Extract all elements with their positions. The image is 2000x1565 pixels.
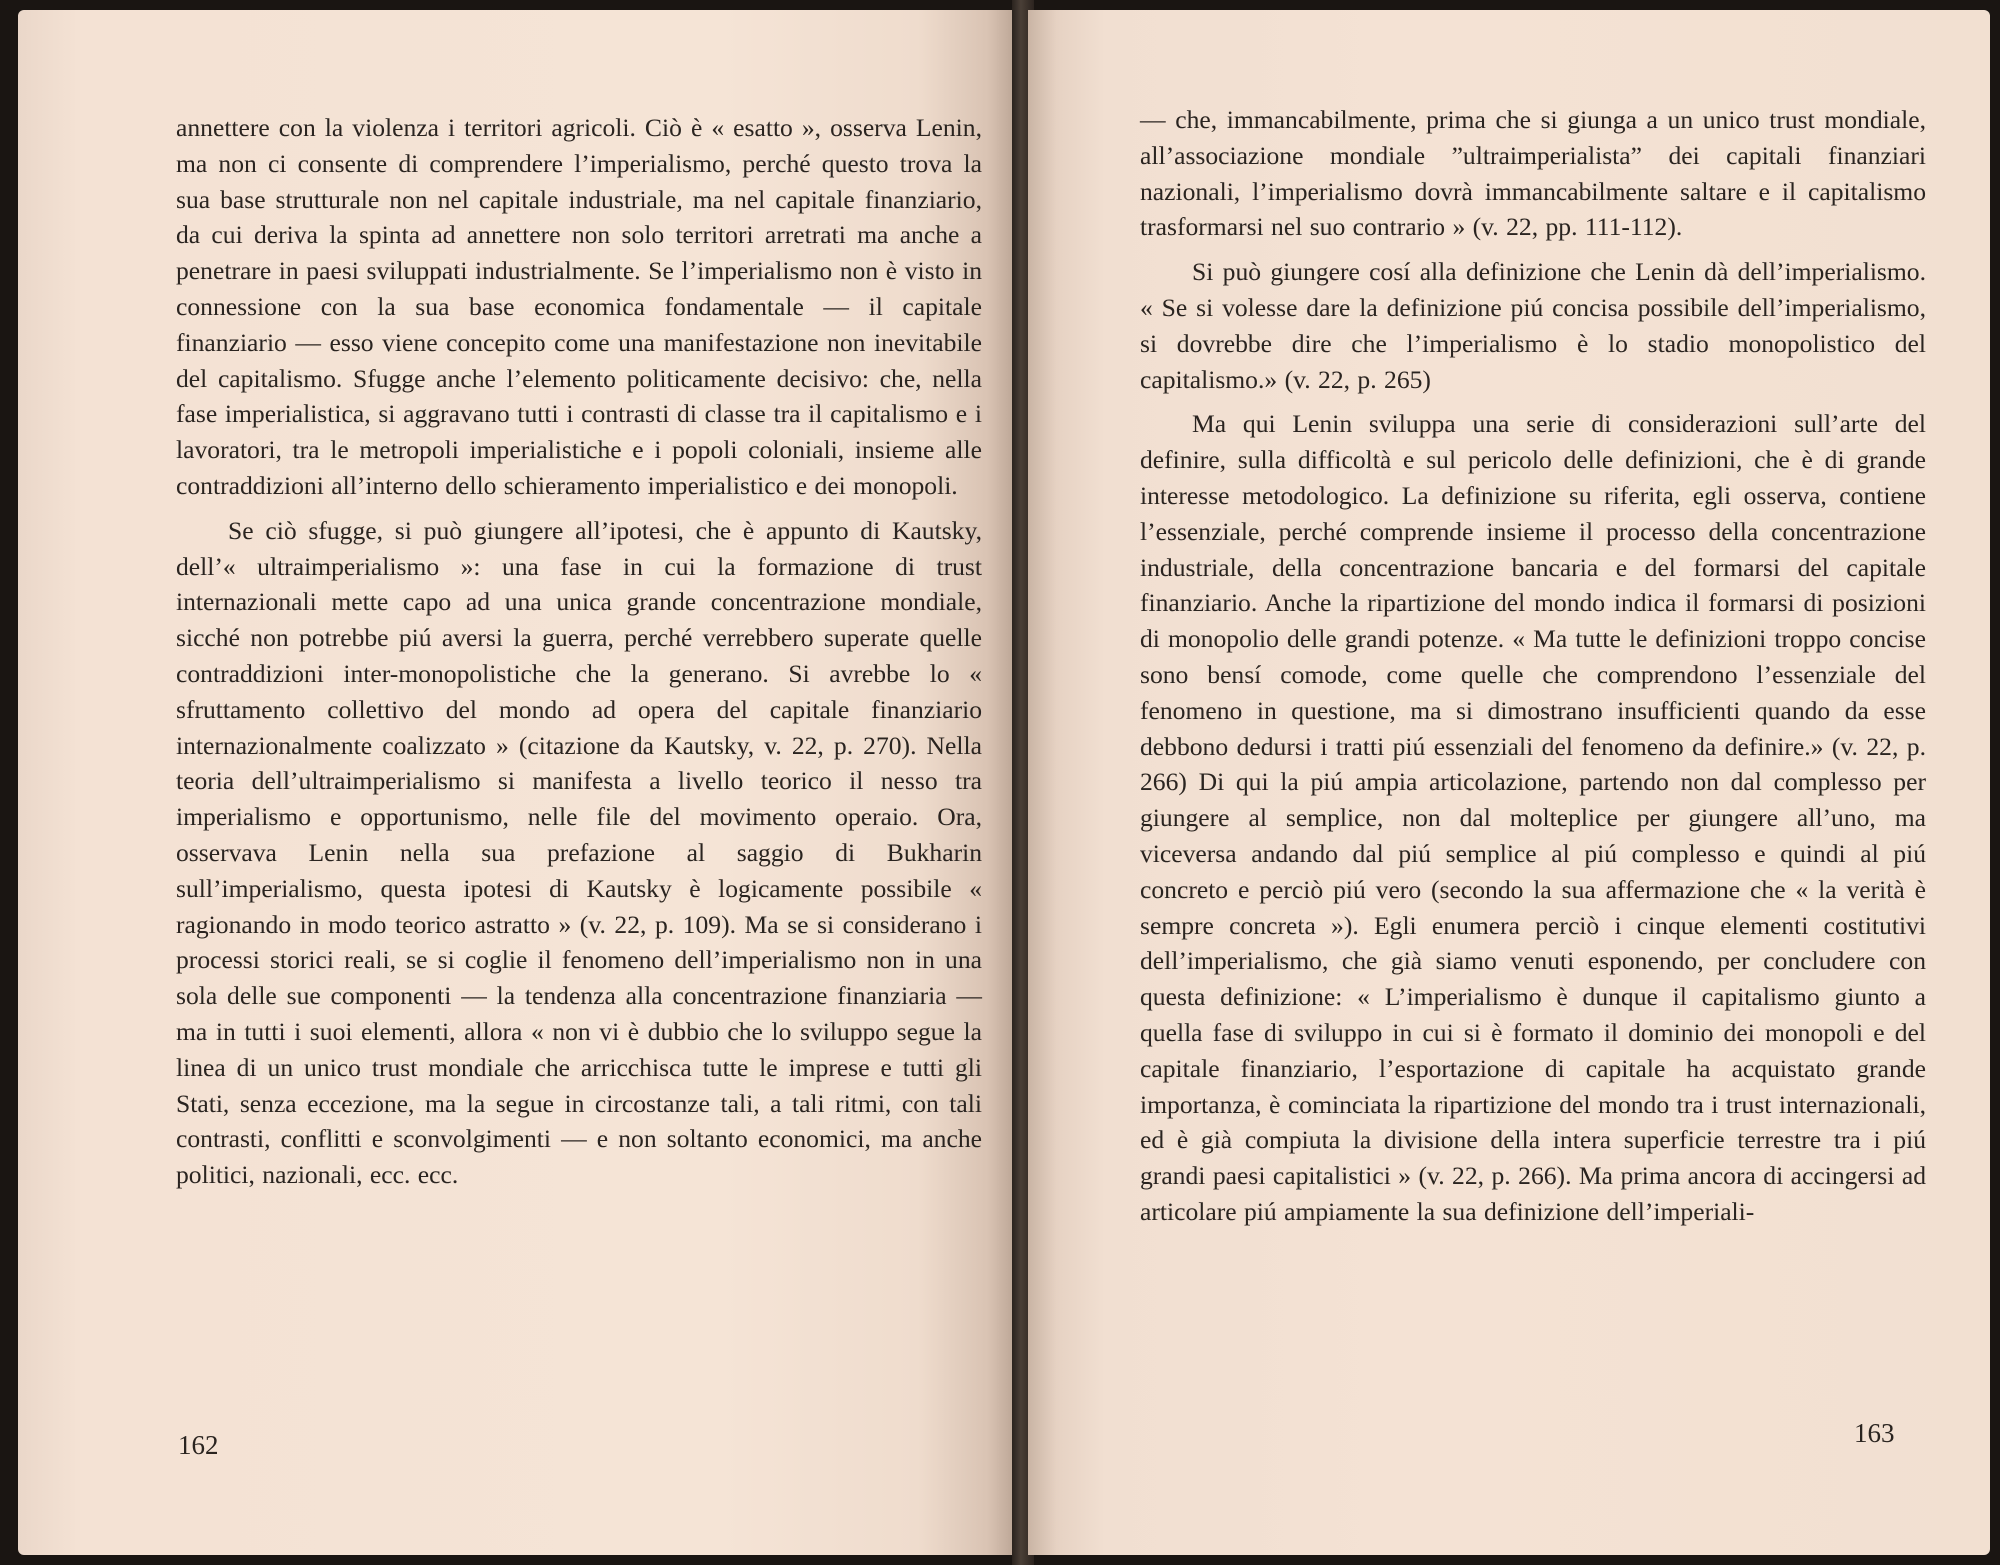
right-page (1028, 10, 1990, 1555)
left-page (18, 10, 1018, 1555)
paragraph: — che, immancabilmente, prima che si giunga a un unico trust mondiale, all’associazione mondiale ”ultraimperialista” dei capitali finanziari nazionali, l’imperialismo dovrà immancabilmente saltare e il capitalismo trasformarsi nel suo contrario » (v. 22, pp. 111-112). (1140, 105, 1926, 242)
page-number: 162 (178, 1430, 219, 1460)
left-page-text (176, 110, 982, 1193)
paragraph: annettere con la violenza i territori agricoli. Ciò è « esatto », osserva Lenin, ma non ci consente di comprendere l’imperialismo, perché questo trova la sua base strutturale non nel capitale industriale, ma nel capitale finanziario, da cui deriva la spinta ad annettere non solo territori arretrati ma anche a penetrare in paesi sviluppati industrialmente. Se l’imperialismo non è visto in connessione con la sua base economica fondamentale — il capitale finanziario — esso viene concepito come una manifestazione non inevitabile del capitalismo. Sfugge anche l’elemento politicamente decisivo: che, nella fase imperialistica, si aggravano tutti i contrasti di classe tra il capitalismo e i lavoratori, tra le metropoli imperialistiche e i popoli coloniali, insieme alle contraddizioni all’interno dello schieramento imperialistico e dei monopoli. (176, 113, 982, 500)
paragraph: Si può giungere cosí alla definizione che Lenin dà dell’imperialismo. « Se si volesse dare la definizione piú concisa possibile dell’imperialismo, si dovrebbe dire che l’imperialismo è lo stadio monopolistico del capitalismo.» (v. 22, p. 265) (1140, 257, 1926, 394)
page-number: 163 (1854, 1418, 1895, 1448)
paragraph: Ma qui Lenin sviluppa una serie di considerazioni sull’arte del definire, sulla difficoltà e sul pericolo delle definizioni, che è di grande interesse metodologico. La definizione su riferita, egli osserva, contiene l’essenziale, perché comprende insieme il processo della concentrazione industriale, della concentrazione bancaria e del formarsi del capitale finanziario. Anche la ripartizione del mondo indica il formarsi di posizioni di monopolio delle grandi potenze. « Ma tutte le definizioni troppo concise sono bensí comode, come quelle che comprendono l’essenziale del fenomeno in questione, ma si dimostrano insufficienti quando da esse debbono dedursi i tratti piú essenziali del fenomeno da definire.» (v. 22, p. 266) Di qui la piú ampia articolazione, partendo non dal complesso per giungere al semplice, non dal molteplice per giungere all’uno, ma viceversa andando dal piú semplice al piú complesso e quindi al piú concreto e perciò piú vero (secondo la sua affermazione che « la verità è sempre concreta »). Egli enumera perciò i cinque elementi costitutivi dell’imperialismo, che già siamo venuti esponendo, per concludere con questa definizione: « L’imperialismo è dunque il capitalismo giunto a quella fase di sviluppo in cui si è formato il dominio dei monopoli e del capitale finanziario, l’esportazione di capitale ha acquistato grande importanza, è cominciata la ripartizione del mondo tra i trust internazionali, ed è già compiuta la divisione della intera superficie terrestre tra i piú grandi paesi capitalistici » (v. 22, p. 266). Ma prima ancora di accingersi ad articolare piú ampiamente la sua definizione dell’imperiali- (1140, 409, 1926, 1226)
right-page-text (1140, 102, 1926, 1230)
paragraph: Se ciò sfugge, si può giungere all’ipotesi, che è appunto di Kautsky, dell’« ultraimperialismo »: una fase in cui la formazione di trust internazionali mette capo ad una unica grande concentrazione mondiale, sicché non potrebbe piú aversi la guerra, perché verrebbero superate quelle contraddizioni inter-monopolistiche che la generano. Si avrebbe lo « sfruttamento collettivo del mondo ad opera del capitale finanziario internazionalmente coalizzato » (citazione da Kautsky, v. 22, p. 270). Nella teoria dell’ultraimperialismo si manifesta a livello teorico il nesso tra imperialismo e opportunismo, nelle file del movimento operaio. Ora, osservava Lenin nella sua prefazione al saggio di Bukharin sull’imperialismo, questa ipotesi di Kautsky è logicamente possibile « ragionando in modo teorico astratto » (v. 22, p. 109). Ma se si considerano i processi storici reali, se si coglie il fenomeno dell’imperialismo non in una sola delle sue componenti — la tendenza alla concentrazione finanziaria — ma in tutti i suoi elementi, allora « non vi è dubbio che lo sviluppo segue la linea di un unico trust mondiale che arricchisca tutte le imprese e tutti gli Stati, senza eccezione, ma la segue in circostanze tali, a tali ritmi, con tali contrasti, conflitti e sconvolgimenti — e non soltanto economici, ma anche politici, nazionali, ecc. ecc. (176, 515, 982, 1190)
